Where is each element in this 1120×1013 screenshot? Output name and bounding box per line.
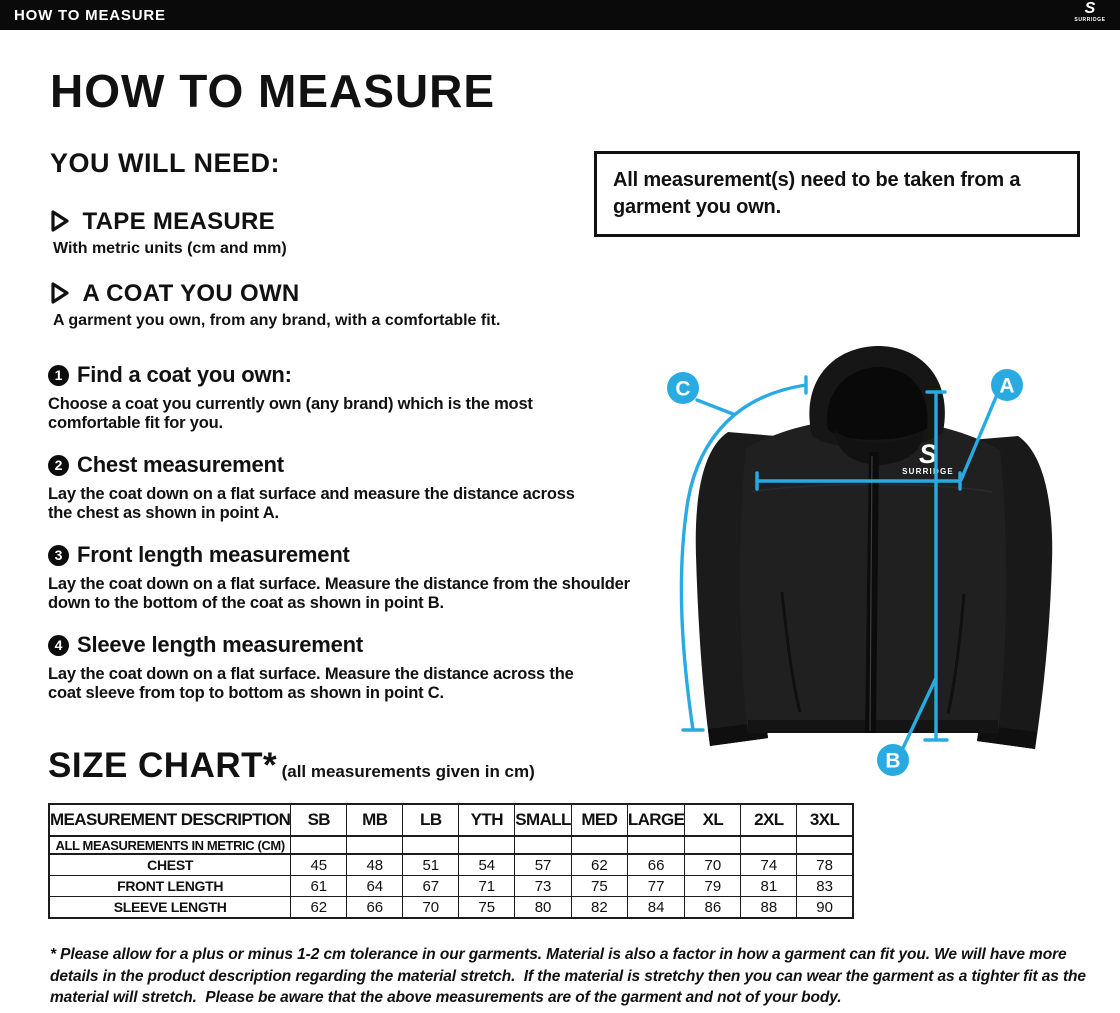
need-item-description: A garment you own, from any brand, with a comfortable fit. bbox=[53, 312, 501, 329]
need-item-coat bbox=[50, 280, 500, 330]
column-header-size: SB bbox=[291, 804, 347, 836]
step-1 bbox=[48, 362, 593, 432]
measurement-value-cell: 84 bbox=[627, 897, 685, 919]
measurement-value-cell: 82 bbox=[571, 897, 627, 919]
empty-cell bbox=[459, 836, 515, 854]
top-bar bbox=[0, 0, 1120, 30]
step-4 bbox=[48, 632, 603, 702]
step-title: Front length measurement bbox=[77, 542, 350, 567]
measurement-value-cell: 81 bbox=[741, 876, 797, 897]
size-chart-subheading: (all measurements given in cm) bbox=[281, 762, 535, 781]
measurement-value-cell: 73 bbox=[515, 876, 572, 897]
column-header-size: SMALL bbox=[515, 804, 572, 836]
empty-cell bbox=[403, 836, 459, 854]
empty-cell bbox=[741, 836, 797, 854]
need-item-label: TAPE MEASURE bbox=[82, 208, 275, 235]
need-item-tape-measure bbox=[50, 208, 287, 258]
point-c-label: C bbox=[675, 377, 691, 401]
point-b-label: B bbox=[885, 749, 901, 773]
size-table-row bbox=[49, 876, 853, 897]
measurement-value-cell: 66 bbox=[627, 854, 685, 876]
step-3 bbox=[48, 542, 648, 612]
step-2 bbox=[48, 452, 598, 522]
surridge-logo-mark: S bbox=[1084, 0, 1096, 17]
step-title: Sleeve length measurement bbox=[77, 632, 364, 657]
column-header-size: LARGE bbox=[627, 804, 685, 836]
notice-box bbox=[594, 151, 1080, 237]
measurement-value-cell: 74 bbox=[741, 854, 797, 876]
column-header-size: 3XL bbox=[797, 804, 853, 836]
measurement-value-cell: 77 bbox=[627, 876, 685, 897]
measurement-value-cell: 70 bbox=[685, 854, 741, 876]
surridge-logo-icon bbox=[1068, 1, 1112, 29]
column-header-size: YTH bbox=[459, 804, 515, 836]
measurement-value-cell: 57 bbox=[515, 854, 572, 876]
measurement-value-cell: 66 bbox=[347, 897, 403, 919]
jacket-measurement-diagram bbox=[640, 340, 1100, 800]
measurement-value-cell: 70 bbox=[403, 897, 459, 919]
measurement-value-cell: 62 bbox=[291, 897, 347, 919]
arrow-bullet-icon bbox=[50, 210, 70, 237]
arrow-bullet-icon bbox=[50, 282, 70, 309]
size-table-body bbox=[49, 836, 853, 918]
measurement-value-cell: 67 bbox=[403, 876, 459, 897]
empty-cell bbox=[685, 836, 741, 854]
measurement-value-cell: 54 bbox=[459, 854, 515, 876]
step-description: Lay the coat down on a flat surface. Measure the distance across the coat sleeve from top to bottom as shown in point C. bbox=[48, 665, 574, 702]
measurement-value-cell: 75 bbox=[459, 897, 515, 919]
step-number-badge: 2 bbox=[48, 455, 69, 476]
measurement-label-cell: CHEST bbox=[49, 854, 291, 876]
column-header-size: LB bbox=[403, 804, 459, 836]
size-table-row bbox=[49, 897, 853, 919]
column-header-size: 2XL bbox=[741, 804, 797, 836]
metric-note-row bbox=[49, 836, 853, 854]
step-number-badge: 1 bbox=[48, 365, 69, 386]
size-chart-table bbox=[48, 803, 854, 919]
step-number-badge: 3 bbox=[48, 545, 69, 566]
metric-note-cell: ALL MEASUREMENTS IN METRIC (CM) bbox=[49, 836, 291, 854]
size-chart-heading-row bbox=[48, 746, 535, 786]
need-item-label: A COAT YOU OWN bbox=[82, 280, 300, 307]
measurement-value-cell: 75 bbox=[571, 876, 627, 897]
column-header-description: MEASUREMENT DESCRIPTION bbox=[49, 804, 291, 836]
measurement-value-cell: 61 bbox=[291, 876, 347, 897]
empty-cell bbox=[571, 836, 627, 854]
size-chart-heading: SIZE CHART* bbox=[48, 746, 278, 785]
measurement-value-cell: 71 bbox=[459, 876, 515, 897]
measurement-value-cell: 78 bbox=[797, 854, 853, 876]
garment-logo-mark: S bbox=[918, 439, 938, 469]
measurement-value-cell: 90 bbox=[797, 897, 853, 919]
need-item-description: With metric units (cm and mm) bbox=[53, 240, 287, 257]
step-description: Lay the coat down on a flat surface and measure the distance across the chest as shown in point A. bbox=[48, 485, 575, 522]
step-title: Find a coat you own: bbox=[77, 362, 292, 387]
measurement-value-cell: 48 bbox=[347, 854, 403, 876]
step-description: Choose a coat you currently own (any brand) which is the most comfortable fit for you. bbox=[48, 395, 533, 432]
column-header-size: MB bbox=[347, 804, 403, 836]
point-a-label: A bbox=[999, 374, 1015, 398]
column-header-size: XL bbox=[685, 804, 741, 836]
notice-text: All measurement(s) need to be taken from a garment you own. bbox=[613, 169, 1021, 218]
measurement-value-cell: 80 bbox=[515, 897, 572, 919]
measurement-value-cell: 64 bbox=[347, 876, 403, 897]
empty-cell bbox=[797, 836, 853, 854]
size-table-row bbox=[49, 854, 853, 876]
empty-cell bbox=[347, 836, 403, 854]
measurement-value-cell: 62 bbox=[571, 854, 627, 876]
measurement-label-cell: FRONT LENGTH bbox=[49, 876, 291, 897]
measurement-value-cell: 79 bbox=[685, 876, 741, 897]
tolerance-footnote: * Please allow for a plus or minus 1-2 cm tolerance in our garments. Material is also a factor in how a garment can fit you. We will have more details in the product description regarding the material stretch. If the material is stretchy then you can wear the garment as a tighter fit as the material will stretch. Please be aware that the above measurements are of the garment and not of your body. bbox=[50, 946, 1091, 1006]
step-description: Lay the coat down on a flat surface. Measure the distance from the shoulder down to the bottom of the coat as shown in point B. bbox=[48, 575, 630, 612]
size-table-head-row bbox=[49, 804, 853, 836]
label-c-connector bbox=[697, 400, 733, 414]
top-bar-title: HOW TO MEASURE bbox=[14, 6, 166, 24]
step-title: Chest measurement bbox=[77, 452, 284, 477]
measurement-value-cell: 51 bbox=[403, 854, 459, 876]
measurement-label-cell: SLEEVE LENGTH bbox=[49, 897, 291, 919]
surridge-logo-text: SURRIDGE bbox=[1074, 17, 1106, 23]
empty-cell bbox=[627, 836, 685, 854]
measurement-value-cell: 86 bbox=[685, 897, 741, 919]
column-header-size: MED bbox=[571, 804, 627, 836]
empty-cell bbox=[515, 836, 572, 854]
you-will-need-heading: YOU WILL NEED: bbox=[50, 148, 281, 178]
measurement-value-cell: 83 bbox=[797, 876, 853, 897]
step-number-badge: 4 bbox=[48, 635, 69, 656]
empty-cell bbox=[291, 836, 347, 854]
measurement-value-cell: 45 bbox=[291, 854, 347, 876]
page-title: HOW TO MEASURE bbox=[50, 65, 496, 117]
garment-logo-text: SURRIDGE bbox=[902, 467, 954, 476]
measurement-value-cell: 88 bbox=[741, 897, 797, 919]
